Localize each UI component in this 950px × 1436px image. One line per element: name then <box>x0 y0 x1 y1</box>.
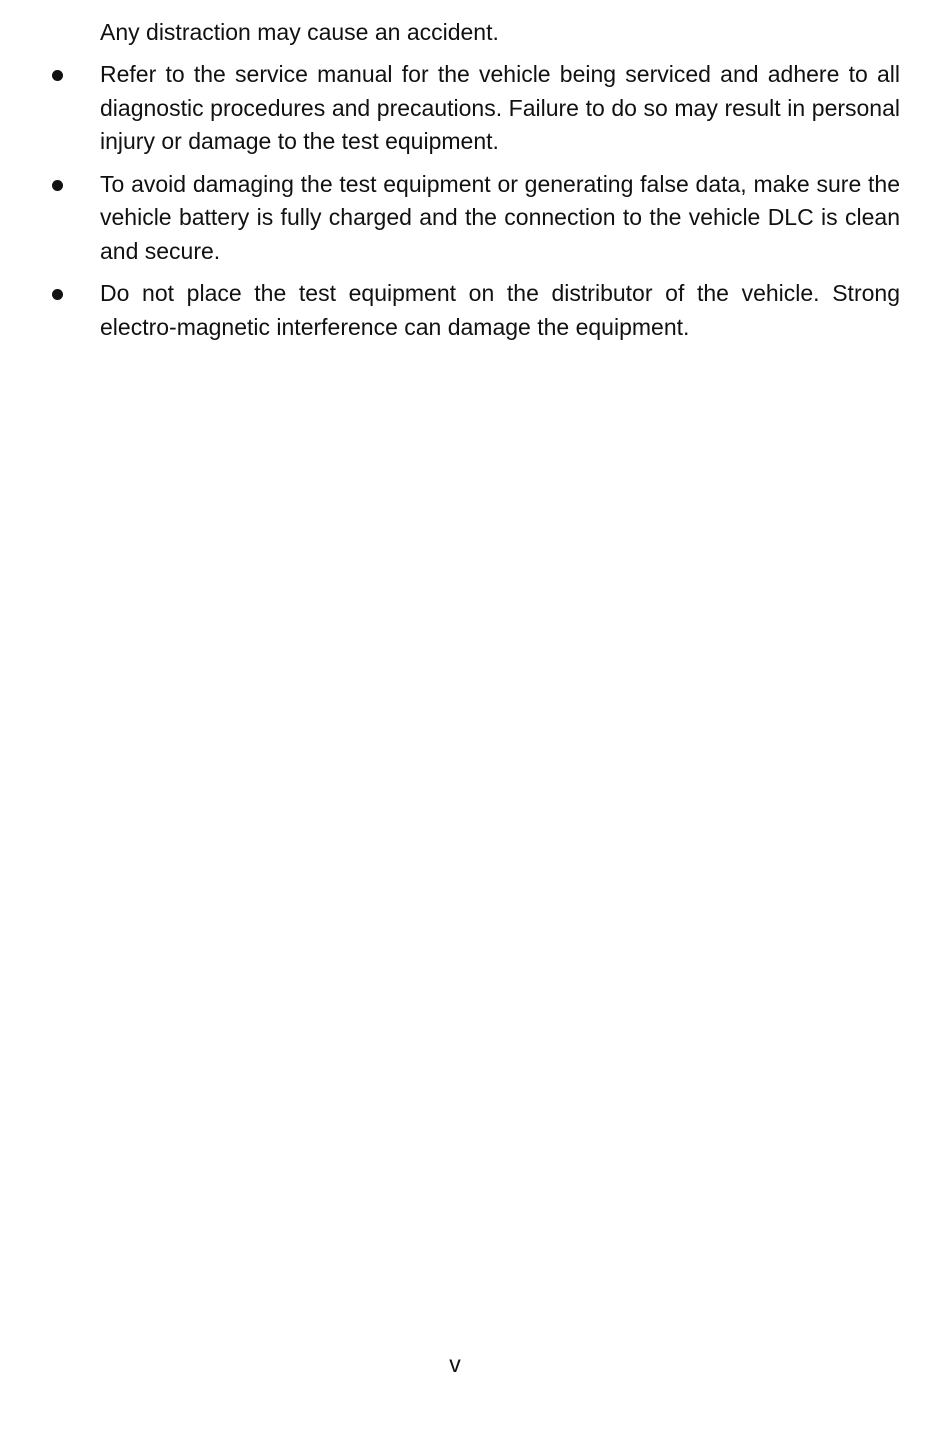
bullet-item-battery <box>0 168 900 269</box>
continuation-paragraph: Any distraction may cause an accident. <box>100 19 499 45</box>
bullet-dot-icon <box>52 70 63 81</box>
bullet-text: Refer to the service manual for the vehicle being serviced and adhere to all diagnostic procedures and precautions. Failure to do so may result in personal injury or damage to the test equipment. <box>100 61 900 154</box>
bullet-dot-icon <box>52 180 63 191</box>
bullet-text: To avoid damaging the test equipment or generating false data, make sure the vehicle battery is fully charged and the connection to the vehicle DLC is clean and secure. <box>100 170 900 264</box>
bullet-text: Do not place the test equipment on the distributor of the vehicle. Strong electro-magnetic interference can damage the equipment. <box>100 280 900 340</box>
bullet-dot-icon <box>52 289 63 300</box>
page-number: v <box>449 1351 461 1377</box>
bullet-item-service-manual <box>0 58 900 159</box>
safety-bullet-list <box>0 58 950 353</box>
bullet-item-distributor <box>0 277 900 344</box>
